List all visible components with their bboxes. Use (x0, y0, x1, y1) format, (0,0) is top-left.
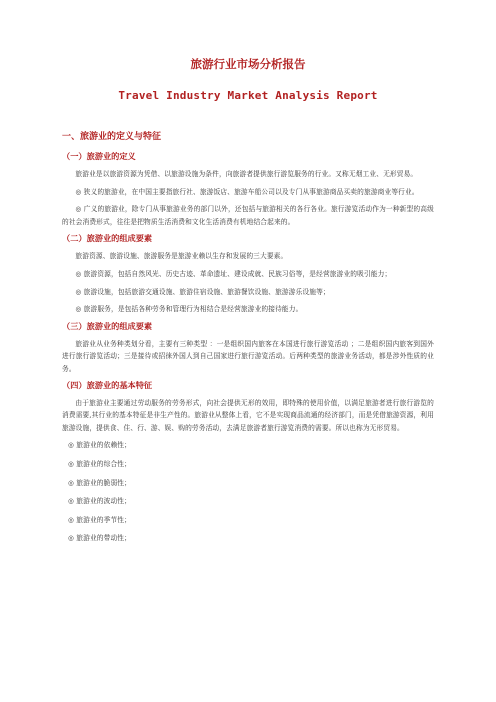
paragraph-facilities: ◎ 旅游设施，包括旅游交通设施、旅游住宿设施、旅游餐饮设施、旅游游乐设施等； (75, 287, 330, 296)
paragraph-services: ◎ 旅游服务，是包括各种劳务和管理行为相结合是经营旅游业的接待能力。 (75, 305, 303, 314)
list-item: ◎ 旅游业的脆弱性； (68, 478, 131, 487)
paragraph-elements: 旅游资源、旅游设施、旅游服务是旅游业赖以生存和发展的三大要素。 (75, 252, 288, 261)
document-subtitle-en: Travel Industry Market Analysis Report (118, 89, 378, 102)
list-item: ◎ 旅游业的波动性； (68, 497, 131, 506)
paragraph-broad-definition: ◎ 广义的旅游业，除专门从事旅游业务的部门以外，还包括与旅游相关的各行各业。旅行游览活动作为一种新型的高级的社会消费形式，往往是把物质生活消费和文化生活消费有机地结合起来的。 (62, 205, 434, 226)
list-item: ◎ 旅游业的带动性； (68, 534, 131, 543)
paragraph-definition: 旅游业是以旅游资源为凭借、以旅游设施为条件，向旅游者提供旅行游览服务的行业。又称无烟工业、无形贸易。 (75, 170, 418, 178)
subsection-heading-elements: （二）旅游业的组成要素 (62, 233, 153, 244)
list-item: ◎ 旅游业的季节性； (68, 515, 131, 524)
list-item: ◎ 旅游业的综合性； (68, 459, 131, 468)
paragraph-narrow-definition: ◎ 狭义的旅游业，在中国主要指旅行社、旅游饭店、旅游车船公司以及专门从事旅游商品买卖的旅游商业等行业。 (75, 187, 419, 196)
paragraph-types: 旅游业从业务种类划分看，主要有三种类型 ：一是组织国内旅客在本国进行旅行游览活动 ；二是组织国内旅客到国外进行旅行游览活动；三是接待或招徕外国人到自己国家进行旅行游览活动。后两种类型的旅游业务活动，都是涉外性质的业务。 (62, 340, 434, 373)
section-heading: 一、旅游业的定义与特征 (62, 132, 162, 142)
document-title: 旅游行业市场分析报告 (190, 57, 306, 71)
subsection-heading-features: （四）旅游业的基本特征 (62, 380, 153, 391)
document-body (62, 132, 434, 551)
list-item: ◎ 旅游业的依赖性； (68, 441, 131, 450)
paragraph-features: 由于旅游业主要通过劳动服务的劳务形式，向社会提供无形的效用，即特殊的使用价值，以满足旅游者进行旅行游览的消费需要,其行业的基本特征是非生产性的。旅游业从整体上看，它不是实现商品流通的经济部门，而是凭借旅游资源，利用旅游设施，提供食、住、行、游、娱、购的劳务活动，去满足旅游者旅行游览消费的需要。所以也称为无形贸易。 (62, 399, 434, 432)
subsection-heading-types: （三）旅游业的组成要素 (62, 321, 153, 332)
paragraph-resources: ◎ 旅游资源，包括自然风光、历史古迹、革命遗址、建设成就、民族习俗等，是经营旅游业的吸引能力； (75, 270, 392, 279)
feature-list (62, 439, 434, 544)
subsection-heading-definition: （一）旅游业的定义 (62, 151, 136, 161)
